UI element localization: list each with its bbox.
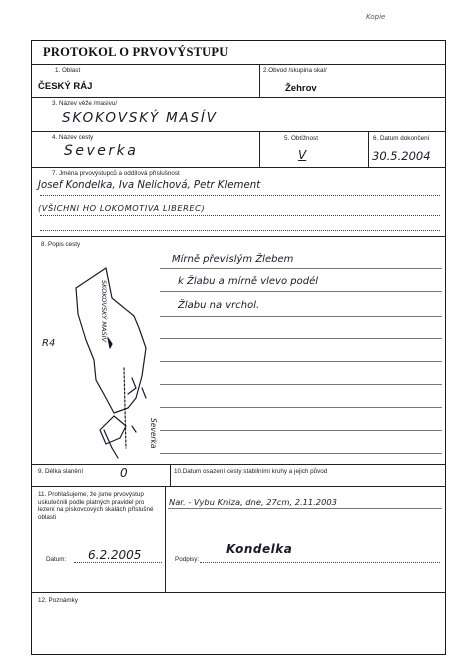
route-sketch: [36, 248, 161, 462]
ruled-line: [160, 338, 442, 339]
cesta-value: Severka: [64, 143, 139, 159]
dotted-line: [74, 562, 162, 563]
ruled-line: [160, 430, 442, 431]
divider: [31, 592, 446, 593]
cesta-label: 4. Název cesty: [52, 134, 94, 141]
ruled-line: [160, 291, 442, 292]
sketch-masiv-label: SKOKOVSKÝ MASÍV: [100, 280, 108, 342]
popis-line3: Žlabu na vrchol.: [178, 300, 260, 311]
divider: [31, 97, 446, 98]
jmena-label: 7. Jména prvovýstupců a oddílová příslušnost: [52, 170, 180, 177]
divider: [31, 64, 446, 65]
masiv-label: 3. Název věže /masivu/: [52, 100, 118, 107]
datum-value: 6.2.2005: [88, 548, 142, 562]
dotted-line: [40, 230, 440, 231]
sketch-route-label: Severka: [149, 418, 158, 449]
dotted-line: [40, 215, 440, 216]
oblast-label: 1. Oblast: [55, 67, 81, 74]
datum-label: Datum:: [46, 556, 67, 563]
ruled-line: [160, 407, 442, 408]
poznamky-label: 12. Poznámky: [38, 597, 78, 604]
ruled-line: [160, 268, 442, 269]
divider: [170, 464, 171, 486]
ruled-line: [160, 316, 442, 317]
divider: [368, 131, 369, 167]
datum-dokonceni-label: 6. Datum dokončení: [373, 135, 430, 142]
popis-line2: k Žlabu a mírně vlevo podél: [178, 276, 319, 287]
ruled-line: [160, 361, 442, 362]
obvod-value: Žehrov: [285, 83, 317, 94]
osazeni-value: Nar. - Vybu Kniza, dne, 27cm, 2.11.2003: [169, 497, 337, 507]
page-title: PROTOKOL O PRVOVÝSTUPU: [43, 45, 229, 59]
divider: [31, 236, 446, 237]
prohlaseni-label: 11. Prohlašujeme, že jsme prvovýstup uskutečnili podle platných pravidel pro lezení na pískovcových skalách příslušné oblasti: [38, 491, 154, 521]
delka-label: 9. Délka slanění: [38, 468, 84, 475]
popis-label: 8. Popis cesty: [41, 241, 81, 248]
divider: [31, 167, 446, 168]
obtiznost-label: 5. Obtížnost: [284, 135, 318, 142]
ruled-line: [168, 508, 442, 509]
datum-dokonceni-value: 30.5.2004: [372, 149, 431, 163]
divider: [259, 64, 260, 97]
masiv-value: SKOKOVSKÝ MASÍV: [62, 110, 218, 126]
sketch-left-mark: R4: [42, 338, 56, 349]
popis-line1: Mírně převislým Žlebem: [172, 254, 294, 265]
obtiznost-value: V: [298, 148, 307, 162]
jmena-line1: Josef Kondelka, Iva Nelichová, Petr Klement: [38, 180, 261, 191]
podpis-signature: Kondelka: [226, 542, 293, 556]
oblast-value: ČESKÝ RÁJ: [38, 81, 93, 92]
ruled-line: [160, 384, 442, 385]
divider: [31, 131, 446, 132]
dotted-line: [200, 562, 440, 563]
corner-note: Kopie: [366, 13, 386, 21]
divider: [259, 131, 260, 167]
osazeni-label: 10.Datum osazení cesty stabilními kruhy a jejich původ: [174, 468, 328, 475]
dotted-line: [40, 195, 440, 196]
delka-value: 0: [120, 466, 128, 480]
divider: [31, 486, 446, 487]
podpis-label: Podpisy:: [175, 556, 200, 563]
divider: [165, 486, 166, 592]
obvod-label: 2.Obvod /skupina skal/: [263, 67, 327, 74]
divider: [31, 464, 446, 465]
ruled-line: [160, 453, 442, 454]
jmena-line2: (VŠICHNI HO LOKOMOTIVA LIBEREC): [38, 203, 206, 213]
